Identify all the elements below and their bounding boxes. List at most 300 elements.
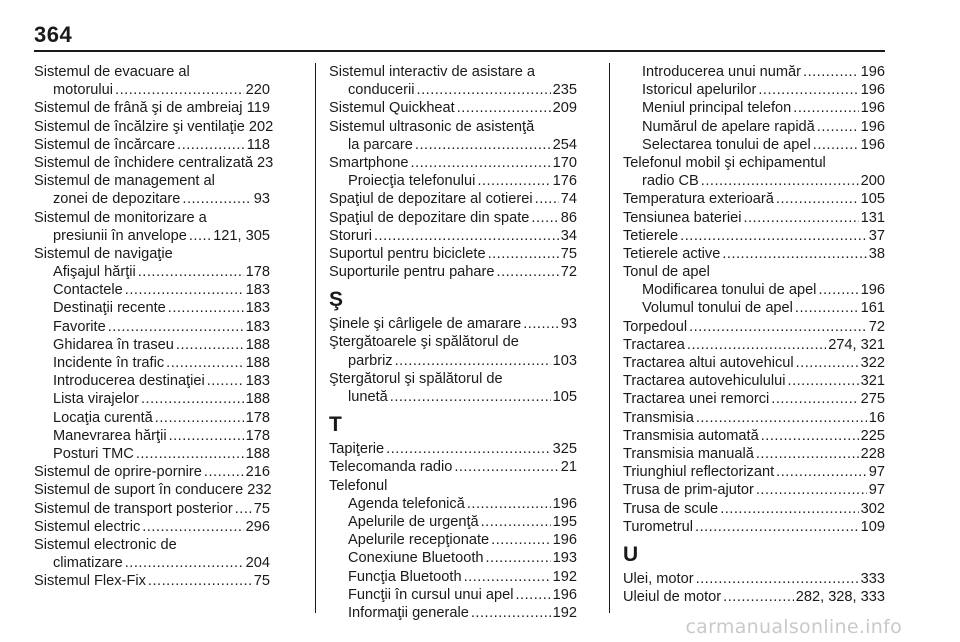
entry-page: 188 <box>245 336 270 353</box>
index-entry <box>623 281 885 299</box>
entry-page: 97 <box>868 464 885 481</box>
entry-term: Turometrul <box>623 518 694 535</box>
index-entry <box>329 531 577 549</box>
dot-leader <box>177 136 245 154</box>
entry-term: Funcţii în cursul unui apel <box>348 586 514 603</box>
index-entry <box>34 190 270 208</box>
entry-page: 75 <box>253 500 270 517</box>
entry-page: 183 <box>245 282 270 299</box>
dot-leader <box>467 495 551 513</box>
entry-term: Telecomanda radio <box>329 459 453 476</box>
column-divider <box>315 63 316 613</box>
entry-page: 93 <box>253 191 270 208</box>
dot-leader <box>141 390 244 408</box>
entry-term: Contactele <box>53 282 123 299</box>
entry-term: parbriz <box>348 352 393 369</box>
entry-page: 296 <box>245 518 270 535</box>
index-entry <box>623 445 885 463</box>
dot-leader <box>155 409 244 427</box>
entry-term: Meniul principal telefon <box>642 100 792 117</box>
entry-page: 302 <box>860 500 885 517</box>
entry-term: Sistemul de încălzire şi ventilaţie <box>34 118 245 135</box>
dot-leader <box>803 63 859 81</box>
index-heading: Sistemul de navigaţie <box>34 245 173 262</box>
dot-leader <box>497 263 559 281</box>
entry-page: 131 <box>860 209 885 226</box>
dot-leader <box>813 136 859 154</box>
index-entry <box>623 245 885 263</box>
index-entry <box>623 588 885 606</box>
entry-page: 321 <box>860 373 885 390</box>
entry-page: 183 <box>245 300 270 317</box>
page-number: 364 <box>34 22 73 47</box>
entry-term: Sistemul de frână şi de ambreiaj <box>34 100 243 117</box>
index-entry <box>329 604 577 622</box>
entry-page: 105 <box>552 389 577 405</box>
entry-term: Sistemul de oprire-pornire <box>34 464 202 481</box>
index-entry <box>623 299 885 317</box>
dot-leader <box>374 227 559 245</box>
entry-page: 220 <box>245 82 270 99</box>
dot-leader <box>531 209 558 227</box>
entry-page: 202 <box>248 118 274 135</box>
index-entry <box>34 372 270 390</box>
entry-page: 38 <box>868 245 885 262</box>
index-entry <box>34 463 270 481</box>
index-entry <box>34 263 270 281</box>
index-entry <box>623 409 885 427</box>
entry-page: 196 <box>860 118 885 135</box>
entry-term: Conexiune Bluetooth <box>348 550 484 567</box>
entry-page: 196 <box>860 100 885 117</box>
index-entry <box>623 136 885 154</box>
index-entry <box>329 388 577 406</box>
index-entry <box>329 458 577 476</box>
entry-page: 86 <box>560 209 577 226</box>
index-entry <box>34 445 270 463</box>
dot-leader <box>395 352 551 370</box>
dot-leader <box>457 99 551 117</box>
dot-leader <box>687 336 826 354</box>
entry-page: 75 <box>253 573 270 590</box>
entry-page: 195 <box>552 513 577 530</box>
index-heading: Tonul de apel <box>623 264 710 281</box>
index-entry <box>34 427 270 445</box>
entry-page: 97 <box>868 482 885 499</box>
index-entry <box>623 481 885 499</box>
entry-term: Afişajul hărţii <box>53 264 136 281</box>
entry-term: Tapiţerie <box>329 441 385 458</box>
entry-term: Storuri <box>329 227 372 244</box>
entry-page: 204 <box>245 555 270 572</box>
entry-page: 178 <box>245 409 270 426</box>
entry-term: Tetierele <box>623 227 679 244</box>
dot-leader <box>695 518 859 536</box>
entry-page: 105 <box>860 191 885 208</box>
index-heading: Telefonul mobil şi echipamentul <box>623 154 826 171</box>
entry-term: Sistemul de transport posterior <box>34 500 233 517</box>
dot-leader <box>477 172 550 190</box>
index-entry <box>34 409 270 427</box>
dot-leader <box>776 463 867 481</box>
dot-leader <box>793 99 858 117</box>
dot-leader <box>125 281 244 299</box>
entry-page: 196 <box>552 495 577 512</box>
index-entry <box>623 427 885 445</box>
entry-term: la parcare <box>348 136 413 153</box>
dot-leader <box>235 500 252 518</box>
entry-page: 161 <box>860 300 885 317</box>
entry-page: 103 <box>552 352 577 369</box>
index-entry <box>623 318 885 336</box>
entry-page: 196 <box>860 282 885 299</box>
index-entry <box>329 263 577 281</box>
entry-term: Proiecţia telefonului <box>348 173 476 190</box>
dot-leader <box>722 245 866 263</box>
index-heading: Sistemul interactiv de asistare a <box>329 64 536 80</box>
dot-leader <box>488 245 559 263</box>
dot-leader <box>486 549 551 567</box>
dot-leader <box>756 481 867 499</box>
dot-leader <box>115 81 244 99</box>
entry-page: 196 <box>552 586 577 603</box>
index-heading: Sistemul electronic de <box>34 536 177 553</box>
entry-term: Tractarea altui autovehicul <box>623 355 794 371</box>
column-divider <box>609 63 610 613</box>
entry-page: 34 <box>560 227 577 244</box>
dot-leader <box>696 409 867 427</box>
dot-leader <box>471 604 551 622</box>
entry-term: Incidente în trafic <box>53 355 165 371</box>
index-entry <box>329 245 577 263</box>
index-entry <box>329 568 577 586</box>
index-entry <box>34 354 270 372</box>
entry-page: 188 <box>245 445 270 462</box>
index-entry <box>329 99 577 117</box>
entry-term: Sistemul Quickheat <box>329 100 455 117</box>
index-entry <box>34 136 270 154</box>
dot-leader <box>696 570 859 588</box>
entry-term: Agenda telefonică <box>348 495 465 512</box>
dot-leader <box>758 81 858 99</box>
index-entry <box>329 549 577 567</box>
entry-term: conducerii <box>348 82 415 99</box>
index-heading: Ştergătorul şi spălătorul de <box>329 370 503 387</box>
index-entry <box>623 172 885 190</box>
entry-term: Tractarea unei remorci <box>623 391 770 408</box>
index-entry <box>623 118 885 136</box>
entry-page: 196 <box>552 532 577 549</box>
dot-leader <box>464 568 551 586</box>
entry-term: Tractarea autovehiculului <box>623 373 786 390</box>
dot-leader <box>491 531 550 549</box>
watermark: carmanualsonline.info <box>685 616 902 638</box>
entry-term: Favorite <box>53 318 106 335</box>
index-entry <box>34 299 270 317</box>
entry-page: 274, 321 <box>828 336 885 353</box>
index-entry <box>329 209 577 227</box>
entry-term: Tetierele active <box>623 245 721 262</box>
entry-term: Apelurile de urgenţă <box>348 513 479 530</box>
entry-page: 200 <box>860 173 885 190</box>
dot-leader <box>795 299 859 317</box>
entry-term: lunetă <box>348 389 388 405</box>
index-entry <box>623 570 885 588</box>
entry-page: 16 <box>868 409 885 426</box>
entry-term: Spaţiul de depozitare al cotierei <box>329 191 533 208</box>
entry-page: 192 <box>552 604 577 621</box>
dot-leader <box>689 318 867 336</box>
dot-leader <box>138 263 244 281</box>
index-entry <box>329 495 577 513</box>
entry-term: Volumul tonului de apel <box>642 300 793 317</box>
index-entry <box>34 481 270 499</box>
entry-term: Transmisia automată <box>623 427 759 444</box>
entry-term: Trusa de prim-ajutor <box>623 482 754 499</box>
entry-page: 196 <box>860 136 885 153</box>
entry-page: 209 <box>552 100 577 117</box>
index-entry <box>329 440 577 458</box>
entry-page: 72 <box>868 318 885 335</box>
index-column-3 <box>623 63 885 606</box>
entry-page: 21 <box>560 459 577 476</box>
entry-page: 119 <box>246 100 270 117</box>
entry-term: Şinele şi cârligele de amarare <box>329 316 522 333</box>
index-entry <box>329 352 577 370</box>
entry-term: Informaţii generale <box>348 604 469 621</box>
dot-leader <box>817 118 859 136</box>
index-entry <box>623 190 885 208</box>
entry-page: 322 <box>860 355 885 371</box>
entry-term: Ghidarea în traseu <box>53 336 174 353</box>
entry-page: 225 <box>860 427 885 444</box>
dot-leader <box>523 315 559 333</box>
dot-leader <box>720 500 858 518</box>
index-entry <box>34 154 274 172</box>
index-entry <box>34 227 270 245</box>
entry-page: 196 <box>860 64 885 80</box>
section-letter: T <box>329 413 342 437</box>
entry-page: 118 <box>246 136 270 153</box>
index-entry <box>623 500 885 518</box>
dot-leader <box>788 372 859 390</box>
entry-page: 109 <box>860 518 885 535</box>
entry-page: 193 <box>552 550 577 567</box>
dot-leader <box>680 227 867 245</box>
entry-term: Modificarea tonului de apel <box>642 282 817 299</box>
dot-leader <box>761 427 859 445</box>
entry-term: Introducerea destinaţiei <box>53 373 205 390</box>
dot-leader <box>701 172 859 190</box>
dot-leader <box>796 354 859 372</box>
entry-term: zonei de depozitare <box>53 191 181 208</box>
entry-term: Funcţia Bluetooth <box>348 568 462 585</box>
dot-leader <box>136 445 244 463</box>
index-entry <box>623 209 885 227</box>
index-entry <box>34 518 270 536</box>
entry-page: 72 <box>560 264 577 281</box>
dot-leader <box>771 390 858 408</box>
dot-leader <box>743 209 858 227</box>
entry-page: 23 <box>257 154 274 171</box>
entry-page: 75 <box>560 245 577 262</box>
index-entry <box>329 227 577 245</box>
entry-term: Destinaţii recente <box>53 300 166 317</box>
dot-leader <box>166 354 244 372</box>
entry-term: climatizare <box>53 555 123 572</box>
entry-term: Sistemul Flex-Fix <box>34 573 146 590</box>
entry-term: Posturi TMC <box>53 445 134 462</box>
entry-page: 196 <box>860 82 885 99</box>
index-entry <box>34 390 270 408</box>
entry-page: 232 <box>247 482 272 499</box>
entry-term: Spaţiul de depozitare din spate <box>329 209 530 226</box>
entry-term: Torpedoul <box>623 318 688 335</box>
entry-page: 176 <box>552 173 577 190</box>
entry-term: Triunghiul reflectorizant <box>623 464 775 481</box>
entry-page: 235 <box>552 82 577 99</box>
entry-page: 228 <box>860 445 885 462</box>
dot-leader <box>411 154 551 172</box>
entry-page: 188 <box>245 391 270 408</box>
entry-term: presiunii în anvelope <box>53 227 187 244</box>
entry-term: Sistemul de suport în conducere <box>34 482 244 499</box>
dot-leader <box>776 190 859 208</box>
entry-term: Sistemul electric <box>34 518 141 535</box>
section-letter: Ş <box>329 288 344 312</box>
index-entry <box>329 154 577 172</box>
entry-page: 121, 305 <box>213 227 270 244</box>
dot-leader <box>176 336 244 354</box>
dot-leader <box>204 463 244 481</box>
index-column-2 <box>329 63 577 622</box>
dot-leader <box>125 554 244 572</box>
entry-term: Trusa de scule <box>623 500 719 517</box>
index-entry <box>34 554 270 572</box>
index-heading: Sistemul de monitorizare a <box>34 209 207 226</box>
index-entry <box>623 227 885 245</box>
dot-leader <box>515 586 550 604</box>
index-entry <box>34 572 270 590</box>
entry-term: Locaţia curentă <box>53 409 153 426</box>
dot-leader <box>182 190 251 208</box>
entry-page: 192 <box>552 568 577 585</box>
dot-leader <box>535 190 559 208</box>
dot-leader <box>454 458 558 476</box>
entry-term: Suportul pentru biciclete <box>329 245 486 262</box>
entry-page: 325 <box>552 441 577 458</box>
dot-leader <box>148 572 252 590</box>
index-entry <box>329 586 577 604</box>
index-entry <box>329 136 577 154</box>
entry-term: radio CB <box>642 173 699 190</box>
index-entry <box>34 118 274 136</box>
entry-page: 170 <box>552 154 577 171</box>
entry-page: 74 <box>560 191 577 208</box>
index-entry <box>329 513 577 531</box>
entry-term: Transmisia <box>623 409 694 426</box>
dot-leader <box>108 318 244 336</box>
entry-term: Uleiul de motor <box>623 589 722 606</box>
index-entry <box>34 81 270 99</box>
index-entry <box>623 336 885 354</box>
index-entry <box>623 81 885 99</box>
dot-leader <box>415 136 551 154</box>
dot-leader <box>481 513 551 531</box>
dot-leader <box>168 299 244 317</box>
entry-term: Introducerea unui număr <box>642 64 802 80</box>
entry-term: motorului <box>53 82 114 99</box>
dot-leader <box>818 281 858 299</box>
dot-leader <box>386 440 550 458</box>
index-entry <box>34 336 270 354</box>
index-entry <box>329 81 577 99</box>
entry-term: Temperatura exterioară <box>623 191 774 208</box>
index-entry <box>623 354 885 372</box>
index-entry <box>34 281 270 299</box>
entry-page: 333 <box>860 570 885 587</box>
entry-term: Istoricul apelurilor <box>642 82 757 99</box>
entry-term: Tensiunea bateriei <box>623 209 742 226</box>
index-heading: Telefonul <box>329 477 388 494</box>
index-entry <box>623 390 885 408</box>
dot-leader <box>169 427 244 445</box>
index-entry <box>34 318 270 336</box>
entry-term: Manevrarea hărţii <box>53 427 167 444</box>
entry-page: 37 <box>868 227 885 244</box>
entry-term: Suporturile pentru pahare <box>329 264 495 281</box>
entry-term: Tractarea <box>623 336 685 353</box>
entry-term: Numărul de apelare rapidă <box>642 118 815 135</box>
entry-page: 183 <box>245 373 270 390</box>
entry-page: 282, 328, 333 <box>795 589 885 606</box>
dot-leader <box>142 518 243 536</box>
entry-page: 93 <box>560 316 577 333</box>
index-heading: Sistemul de management al <box>34 173 215 190</box>
index-heading: Sistemul de evacuare al <box>34 64 190 80</box>
entry-page: 216 <box>245 464 270 481</box>
index-entry <box>623 99 885 117</box>
index-entry <box>623 63 885 81</box>
dot-leader <box>417 81 551 99</box>
entry-term: Smartphone <box>329 154 409 171</box>
dot-leader <box>723 588 794 606</box>
entry-term: Lista virajelor <box>53 391 139 408</box>
index-entry <box>34 500 270 518</box>
entry-page: 183 <box>245 318 270 335</box>
index-entry <box>623 463 885 481</box>
entry-page: 178 <box>245 427 270 444</box>
entry-term: Sistemul de încărcare <box>34 136 176 153</box>
dot-leader <box>756 445 859 463</box>
dot-leader <box>207 372 244 390</box>
entry-term: Selectarea tonului de apel <box>642 136 811 153</box>
index-entry <box>623 518 885 536</box>
entry-term: Transmisia manuală <box>623 445 754 462</box>
index-entry <box>329 190 577 208</box>
section-letter: U <box>623 542 639 566</box>
index-heading: Ştergătoarele şi spălătorul de <box>329 334 519 351</box>
index-entry <box>329 315 577 333</box>
index-entry <box>34 99 270 117</box>
index-heading: Sistemul ultrasonic de asistenţă <box>329 118 535 135</box>
entry-term: Sistemul de închidere centralizată <box>34 154 254 171</box>
entry-page: 275 <box>860 391 885 408</box>
index-entry <box>329 172 577 190</box>
entry-term: Apelurile recepţionate <box>348 532 490 549</box>
dot-leader <box>189 227 211 245</box>
entry-term: Ulei, motor <box>623 570 694 587</box>
